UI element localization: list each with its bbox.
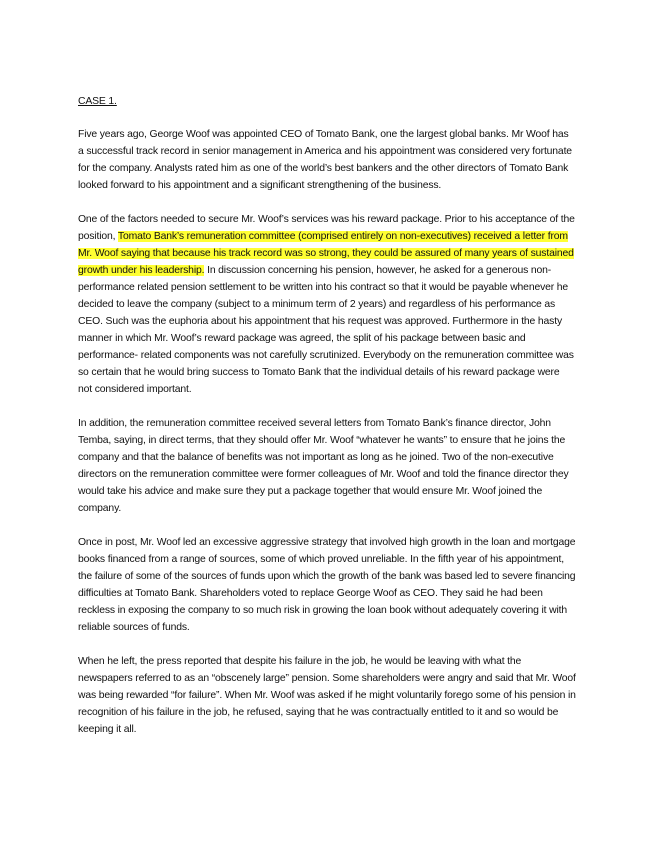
paragraph-2-text-after: In discussion concerning his pension, however, he asked for a generous non-performance related pension settlement to be written into his contract so that it would be payable whenever he decided to leave the company (subject to a minimum term of 2 years) and regardless of his performance as CEO. Such was the euphoria about his appointment that his request was approved. Furthermore in the hasty manner in which Mr. Woof’s reward package was agreed, the split of his package between basic and performance- related components was not carefully scrutinized. Everybody on the remuneration committee was so certain that he would bring success to Tomato Bank that the individual details of his reward package were not considered important. (78, 265, 574, 395)
paragraph-2-text-before: One of the factors needed to secure Mr. Woof’s services was his reward package. Prior to his acceptance of the position, (78, 214, 575, 242)
paragraph-5-text: When he left, the press reported that despite his failure in the job, he would be leaving with what the newspapers referred to as an “obscenely large” pension. Some shareholders were angry and said that Mr. Woof was being rewarded “for failure”. When Mr. Woof was asked if he might voluntarily forego some of his pension in recognition of his failure in the job, he refused, saying that he was contractually entitled to it and so would be keeping it all. (78, 656, 576, 735)
highlighted-text: Tomato Bank’s remuneration committee (comprised entirely on non-executives) received a letter from Mr. Woof saying that because his track record was so strong, they could be assured of many years of sustained growth under his leadership. (78, 231, 574, 276)
paragraph-4-text: Once in post, Mr. Woof led an excessive aggressive strategy that involved high growth in the loan and mortgage books financed from a range of sources, some of which proved unreliable. In the fifth year of his appointment, the failure of some of the sources of funds upon which the growth of the bank was based led to severe financing difficulties at Tomato Bank. Shareholders voted to replace George Woof as CEO. They said he had been reckless in exposing the company to so much risk in growing the loan book without adequately covering it with reliable sources of funds. (78, 537, 576, 633)
paragraph-2 (78, 211, 576, 398)
document-page (78, 93, 576, 755)
paragraph-4 (78, 534, 576, 636)
case-heading: CASE 1. (78, 96, 117, 107)
paragraph-1-text: Five years ago, George Woof was appointed CEO of Tomato Bank, one the largest global banks. Mr Woof has a successful track record in senior management in America and his appointment was considered very fortunate for the company. Analysts rated him as one of the world’s best bankers and the other directors of Tomato Bank looked forward to his appointment and a significant strengthening of the business. (78, 129, 572, 191)
paragraph-3 (78, 415, 576, 517)
paragraph-3-text: In addition, the remuneration committee received several letters from Tomato Bank’s finance director, John Temba, saying, in direct terms, that they should offer Mr. Woof “whatever he wants” to ensure that he joins the company and that the balance of benefits was not important as long as he joined. Two of the non-executive directors on the remuneration committee were former colleagues of Mr. Woof and told the finance director they would take his advice and make sure they put a package together that would ensure Mr. Woof joined the company. (78, 418, 569, 514)
paragraph-1 (78, 126, 576, 194)
paragraph-5 (78, 653, 576, 738)
